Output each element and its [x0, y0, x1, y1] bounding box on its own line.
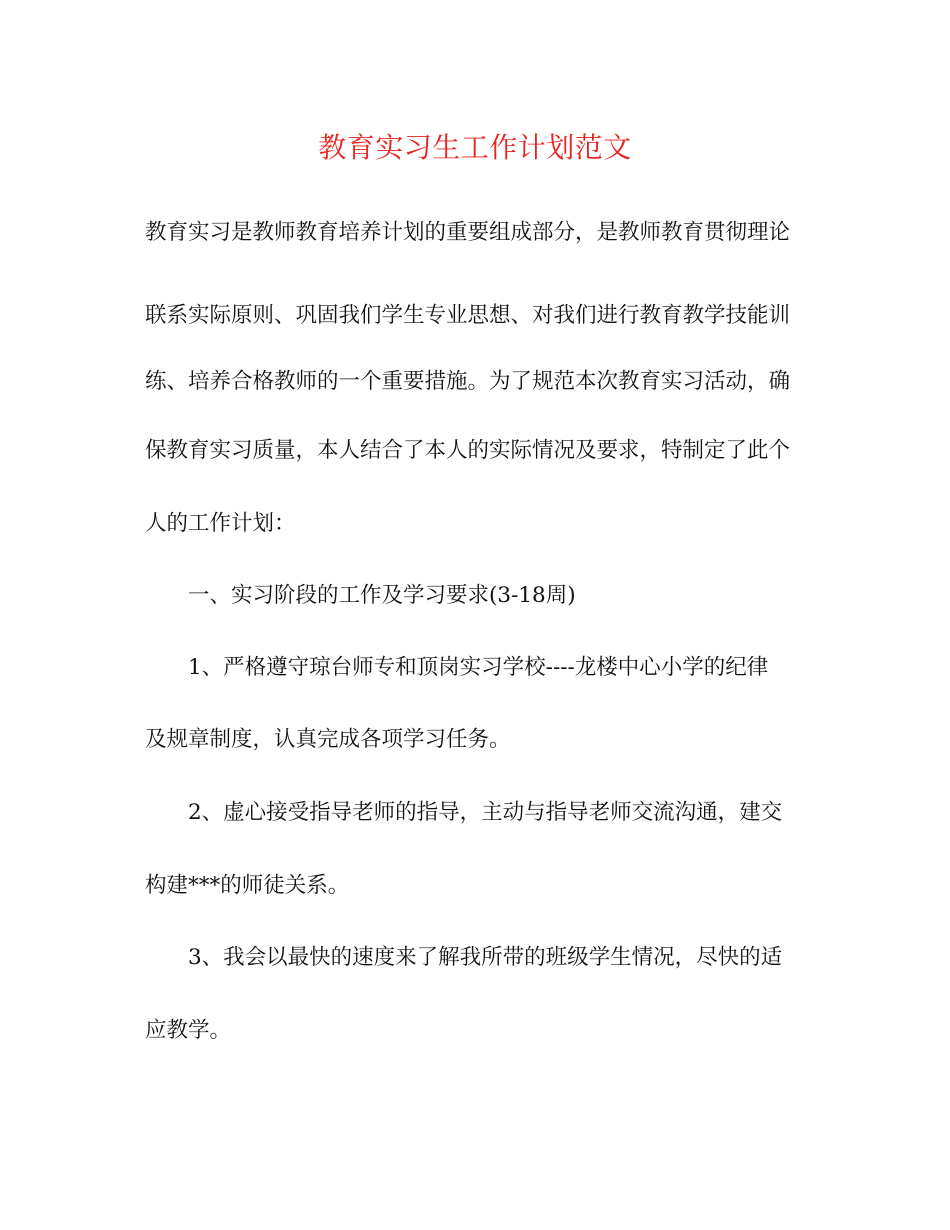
paragraph-line: 练、培养合格教师的一个重要措施。为了规范本次教育实习活动，确 — [145, 369, 791, 394]
paragraph-line: 教育实习是教师教育培养计划的重要组成部分，是教师教育贯彻理论 — [145, 220, 791, 245]
list-item-line: 2、虚心接受指导老师的指导，主动与指导老师交流沟通，建交 — [188, 800, 783, 825]
paragraph-line: 联系实际原则、巩固我们学生专业思想、对我们进行教育教学技能训 — [145, 303, 791, 328]
section-heading: 一、实习阶段的工作及学习要求(3-18周) — [188, 583, 576, 608]
list-item-line: 1、严格遵守琼台师专和顶岗实习学校----龙楼中心小学的纪律 — [188, 655, 769, 680]
paragraph-line: 保教育实习质量，本人结合了本人的实际情况及要求，特制定了此个 — [145, 438, 791, 463]
paragraph-line: 人的工作计划： — [145, 511, 296, 536]
list-item-line: 3、我会以最快的速度来了解我所带的班级学生情况，尽快的适 — [188, 945, 783, 970]
list-item-line: 应教学。 — [145, 1018, 232, 1043]
list-item-line: 及规章制度，认真完成各项学习任务。 — [145, 727, 511, 752]
list-item-line: 构建***的师徒关系。 — [145, 873, 350, 898]
document-title: 教育实习生工作计划范文 — [318, 131, 632, 164]
